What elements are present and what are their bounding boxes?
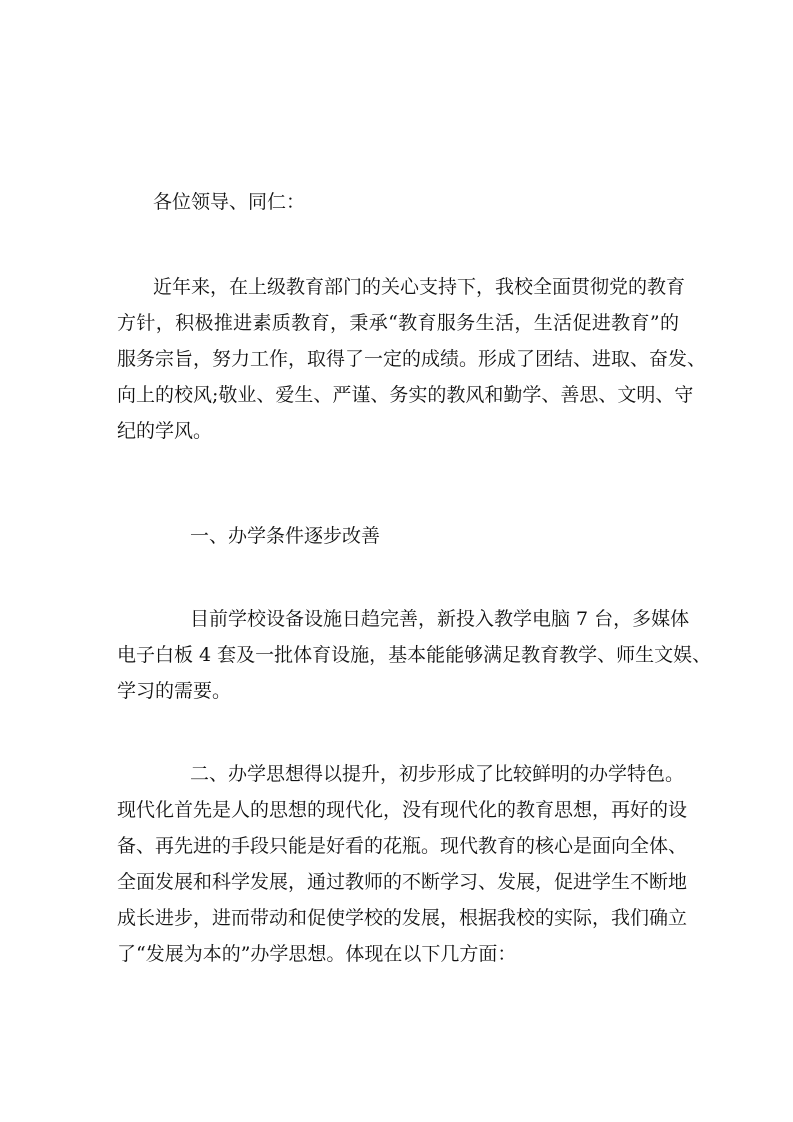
paragraph-line: 全面发展和科学发展，通过教师的不断学习、发展，促进学生不断地 xyxy=(117,871,688,893)
salutation: 各位领导、同仁： xyxy=(153,191,306,213)
paragraph-line: 成长进步，进而带动和促使学校的发展，根据我校的实际，我们确立 xyxy=(117,907,688,929)
paragraph-line: 纪的学风。 xyxy=(117,420,213,442)
paragraph-line: 电子白板 4 套及一批体育设施，基本能能够满足教育教学、师生文娱、 xyxy=(117,644,712,666)
paragraph-line: 目前学校设备设施日趋完善，新投入教学电脑 7 台，多媒体 xyxy=(190,608,690,630)
paragraph-line: 服务宗旨，努力工作，取得了一定的成绩。形成了团结、进取、奋发、 xyxy=(117,348,707,370)
paragraph-line: 学习的需要。 xyxy=(117,680,232,702)
paragraph-line: 备、再先进的手段只能是好看的花瓶。现代教育的核心是面向全体、 xyxy=(117,835,688,857)
paragraph-line: 向上的校风;敬业、爱生、严谨、务实的教风和勤学、善思、文明、守 xyxy=(117,384,694,406)
section-heading-2: 二、办学思想得以提升，初步形成了比较鲜明的办学特色。 xyxy=(190,763,685,785)
paragraph-line: 现代化首先是人的思想的现代化，没有现代化的教育思想，再好的设 xyxy=(117,799,688,821)
section-heading-1: 一、办学条件逐步改善 xyxy=(190,525,381,547)
paragraph-line: 近年来，在上级教育部门的关心支持下，我校全面贯彻党的教育 xyxy=(153,276,686,298)
paragraph-line: 了“发展为本的”办学思想。体现在以下几方面： xyxy=(117,943,517,965)
paragraph-line: 方针，积极推进素质教育，秉承“教育服务生活，生活促进教育”的 xyxy=(117,312,679,334)
